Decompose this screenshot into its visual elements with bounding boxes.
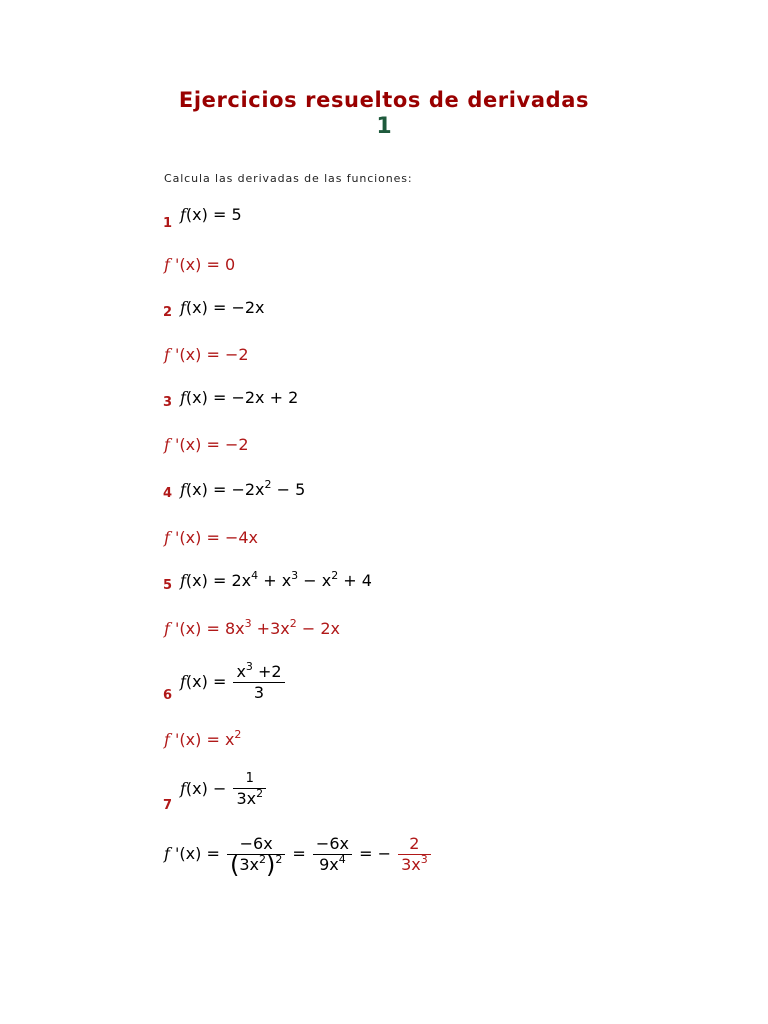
exercise-number-7: 7 [163, 798, 173, 813]
exercise-2-function: f(x) = −2x [180, 298, 265, 317]
exercise-number-3: 3 [163, 395, 173, 410]
intro-text: Calcula las derivadas de las funciones: [164, 172, 413, 185]
exercise-6-derivative: f '$(x) = x^2$ [164, 728, 242, 749]
exercise-1-derivative: f '(x) = 0 [164, 255, 236, 274]
exercise-number-6: 6 [163, 688, 173, 703]
exercise-5-function: $f(x) = 2x^4 + x^3 - x^2 + 4$ [180, 569, 372, 590]
exercise-3-function: f(x) = −2x + 2 [180, 388, 299, 407]
page-title-block [0, 88, 768, 139]
exercise-2-derivative: f '(x) = −2 [164, 345, 249, 364]
exercise-7-derivative: f '(x) = $\frac{-6x}{(3x^2)^2}$ = $\frac{-6x}{9x^4}$ = − $\frac{2}{3x^3}$ [164, 834, 433, 875]
page-title: Ejercicios resueltos de derivadas [178, 88, 590, 112]
exercise-1-function: f(x) = 5 [180, 205, 242, 224]
fraction-7c: $\frac{2}{3x^3}$ [398, 834, 431, 875]
exercise-number-1: 1 [163, 216, 173, 231]
exercise-7-function: f(x) − $\frac{1}{3x^2}$ [180, 770, 268, 809]
exercise-4-function: $f(x) = -2x^2 - 5$ [180, 478, 306, 499]
exercise-6-function: f(x) = $\frac{x^3 +2}{3}$ [180, 662, 287, 703]
fraction-7b: $\frac{-6x}{9x^4}$ [313, 834, 352, 875]
exercise-4-derivative: f '(x) = −4x [164, 528, 258, 547]
fraction-7a: $\frac{-6x}{(3x^2)^2}$ [227, 834, 285, 875]
exercise-number-2: 2 [163, 305, 173, 320]
exercise-3-derivative: f '(x) = −2 [164, 435, 249, 454]
exercise-number-5: 5 [163, 578, 173, 593]
exercise-number-4: 4 [163, 486, 173, 501]
fraction-6: $\frac{x^3 +2}{3}$ [233, 662, 284, 703]
exercise-5-derivative: f '$(x) = 8x^3 +3x^2 - 2x$ [164, 617, 340, 638]
fraction-7: $\frac{1}{3x^2}$ [233, 770, 266, 809]
page-number: 1 [376, 114, 392, 139]
